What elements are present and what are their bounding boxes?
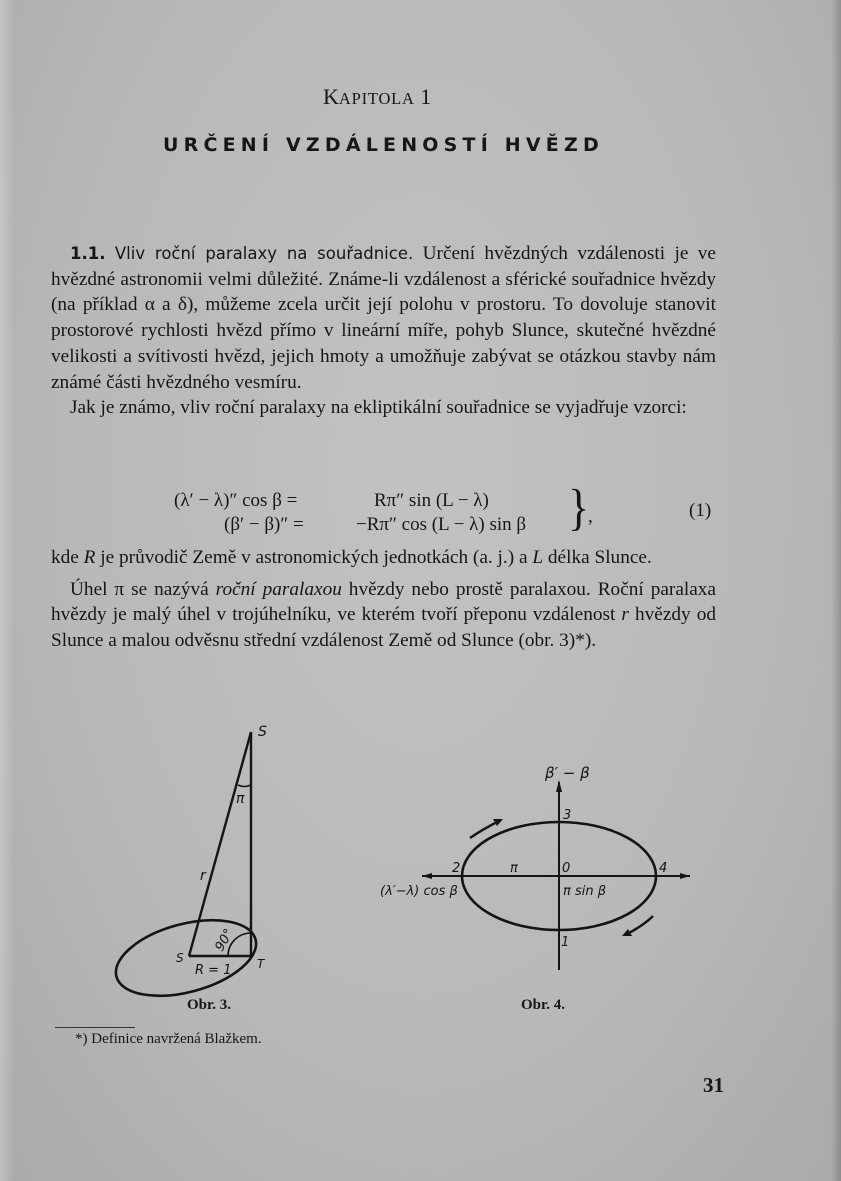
p4-text-2: hvězdy nebo prostě paralaxou. Roční paralaxa hvězdy je malý úhel v trojúhelníku, ve kterém tvoří přeponu vzdálenost [51,578,716,626]
figure-3-diagram [100,720,300,1000]
fig4-label-origin: 0 [562,861,571,876]
eq-line2-lhs: (β′ − β)″ = [224,514,304,535]
paragraph-1: Určení hvězdných vzdálenosti je ve hvězdné astronomii velmi důležité. Známe-li vzdálenost a sférické souřadnice hvězdy (na příklad α a δ), můžeme zcela určit její polohu v prostoru. To dovoluje stanovit prostorové rychlosti hvězd přímo v lineární míře, pohyb Slunce, skutečné hvězdné velikosti a svítivosti hvězd, jejich hmoty a umožňuje zabývat se otázkou stavby nám známé části hvězdného vesmíru. [51,243,716,393]
fig3-label-r: r [200,868,206,884]
p3-text-2: je průvodič Země v astronomických jednotkách (a. j.) a [95,547,533,568]
chapter-number: 1 [420,84,432,109]
var-L: L [532,547,544,568]
figure-3-caption: Obr. 3. [187,997,232,1013]
chapter-label: APITOLA [338,89,415,108]
paragraph-3 [51,545,716,571]
var-r: r [621,604,629,626]
eq-comma: , [588,506,593,527]
fig4-label-pi-sin-beta: π sin β [563,884,607,899]
fig3-label-radius: R = 1 [195,963,232,978]
fig3-label-earth: T [257,957,265,971]
var-R: R [83,547,96,568]
fig3-label-right-angle: 90° [212,926,237,954]
fig4-label-4: 4 [659,861,668,876]
fig4-label-x-axis: (λ′−λ) cos β [380,884,458,899]
chapter-heading [323,84,431,110]
fig4-label-2: 2 [452,861,461,876]
p4-text-3: hvězdy od Slunce a malou odvěsnu střední vzdálenost Země od Slunce (obr. 3)*). [51,604,717,652]
section-heading: Vliv roční paralaxy na souřadnice. [114,244,414,263]
paragraph-3-4 [51,545,716,654]
fig4-label-3: 3 [563,808,572,823]
p4-text-1: Úhel π se nazývá [70,578,216,600]
paragraph-2: Jak je známo, vliv roční paralaxy na ekliptikální souřadnice se vyjadřuje vzorci: [70,397,687,419]
fig3-label-sun: S [176,951,184,965]
fig3-label-star: S [258,724,267,740]
fig4-label-y-axis: β′ − β [545,764,590,782]
fig3-label-pi: π [236,791,245,807]
eq-line1-rhs: Rπ″ sin (L − λ) [374,490,489,511]
fig4-label-1: 1 [561,935,570,950]
footnote-rule [55,1027,135,1028]
eq-line2-rhs: −Rπ″ cos (L − λ) sin β [356,514,527,535]
eq-line1-lhs: (λ′ − λ)″ cos β = [174,490,298,511]
p3-text-3: délka Slunce. [543,547,652,568]
page-edge-right [831,0,841,1181]
section-number: 1.1. [70,244,106,263]
section-1-1 [51,241,716,421]
chapter-title: URČENÍ VZDÁLENOSTÍ HVĚZD [163,134,604,156]
figure-4-diagram [360,760,700,990]
page-number: 31 [703,1073,724,1097]
p3-text-1: kde [51,547,84,568]
page-edge-left [0,0,14,1181]
eq-brace: } [568,479,590,536]
equation-number: (1) [689,500,712,521]
footnote: *) Definice navržená Blažkem. [75,1031,262,1047]
figure-4-caption: Obr. 4. [521,997,566,1013]
paragraph-4 [51,577,716,654]
fig4-label-pi: π [510,861,518,876]
p4-emphasis: roční paralaxou [215,578,342,600]
chapter-initial: K [323,84,339,109]
